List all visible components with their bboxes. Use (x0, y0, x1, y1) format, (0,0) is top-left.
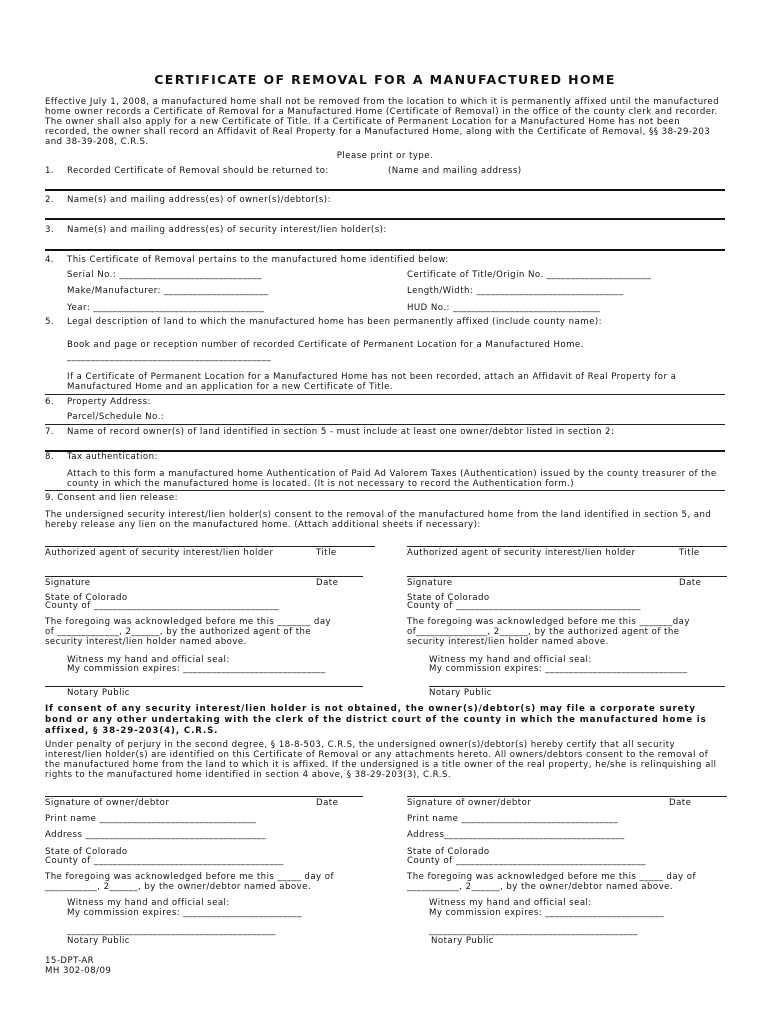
section-1-label: Recorded Certificate of Removal should be returned to: (67, 166, 329, 176)
parcel-label: Parcel/Schedule No.: (67, 412, 165, 422)
agent-label: Authorized agent of security interest/lien holder (45, 548, 274, 558)
section-3-label: Name(s) and mailing address(es) of security interest/lien holder(s): (67, 225, 387, 235)
section-rule (45, 249, 725, 251)
section-number: 2. (45, 195, 55, 205)
state-label: State of Colorado (45, 847, 128, 857)
section-4-label: This Certificate of Removal pertains to the manufactured home identified below: (67, 255, 449, 265)
section-number: 7. (45, 427, 55, 437)
section-number: 5. (45, 317, 55, 327)
intro-paragraph: Effective July 1, 2008, a manufactured home shall not be removed from the location to which it is permanently affixed until the manufactured home owner records a Certificate of Removal for a Manufactured Home (Certificate of Removal) in the office of the county clerk and recorder. The owner shall also apply for a new Certificate of Title. If a Certificate of Permanent Location for a Manufactured Home has not been recorded, the owner shall record an Affidavit of Real Property for a Manufactured Home, along with the Certificate of Removal, §§ 38-29-203 and 38-39-208, C.R.S. (45, 97, 723, 147)
notary-label: Notary Public (431, 936, 494, 946)
year-field[interactable]: Year: ____________________________________ (67, 303, 265, 313)
section-rule (45, 189, 725, 191)
title-origin-field[interactable]: Certificate of Title/Origin No. ______________________ (407, 270, 652, 280)
perjury-statement: Under penalty of perjury in the second degree, § 18-8-503, C.R.S, the undersigned owner(s)/debtor(s) hereby certify that all security interest/lien holder(s) are identified on this Certificate of Removal or any attachments hereto. All owners/debtors consent to the removal of the manufactured home from the land to which it is affixed. If the undersigned is a title owner of the real property, he/she is relinquishing all rights to the manufactured home identified in section 4 above, § 38-29-203(3), C.R.S. (45, 740, 720, 780)
section-7-label: Name of record owner(s) of land identified in section 5 - must include at least one owner/debtor listed in section 2: (67, 427, 615, 437)
witness-label: Witness my hand and official seal: (429, 655, 592, 665)
date-label: Date (669, 798, 692, 808)
section-number: 8. (45, 452, 55, 462)
date-label: Date (316, 798, 339, 808)
address-field[interactable]: Address ______________________________________ (45, 830, 266, 840)
acknowledgement-text: The foregoing was acknowledged before me this _____ day of ___________, 2______, by the owner/debtor named above. (407, 872, 696, 892)
signature-line[interactable] (407, 546, 727, 547)
book-page-field[interactable]: ___________________________________________ (67, 352, 272, 362)
section-number: 6. (45, 397, 55, 407)
notary-label: Notary Public (67, 936, 130, 946)
witness-label: Witness my hand and official seal: (429, 898, 592, 908)
signature-line[interactable] (407, 796, 727, 797)
agent-label: Authorized agent of security interest/lien holder (407, 548, 636, 558)
surety-bond-notice: If consent of any security interest/lien holder is not obtained, the owner(s)/debtor(s) may file a corporate surety bond or any other undertaking with the clerk of the district court of the county in which the manufactured home is affixed, § 38-29-203(4), C.R.S. (45, 704, 711, 736)
section-number: 4. (45, 255, 55, 265)
signature-label: Signature (45, 578, 91, 588)
form-code: 15-DPT-AR (45, 956, 95, 966)
acknowledgement-text: The foregoing was acknowledged before me this _______day of_______________, 2______, by the authorized agent of the security interest/lien holder named above. (407, 617, 690, 647)
witness-label: Witness my hand and official seal: (67, 655, 230, 665)
owner-signature-label: Signature of owner/debtor (407, 798, 532, 808)
county-field[interactable]: County of ________________________________________ (407, 856, 646, 866)
make-field[interactable]: Make/Manufacturer: ______________________ (67, 286, 269, 296)
book-page-label: Book and page or reception number of recorded Certificate of Permanent Location for a Manufactured Home. (67, 340, 584, 350)
permanent-location-note: If a Certificate of Permanent Location for a Manufactured Home has not been recorded, attach an Affidavit of Real Property for a Manufactured Home and an application for a new Certificate of Title. (67, 372, 680, 392)
signature-line[interactable] (45, 576, 363, 577)
section-rule (45, 490, 725, 491)
tax-authentication-text: Attach to this form a manufactured home Authentication of Paid Ad Valorem Taxes (Authentication) issued by the county treasurer of the county in which the manufactured home is located. (It is not necessary to record the Authentication form.) (67, 469, 720, 489)
state-label: State of Colorado (407, 593, 490, 603)
section-8-label: Tax authentication: (67, 452, 158, 462)
property-address-label: Property Address: (67, 397, 151, 407)
witness-label: Witness my hand and official seal: (67, 898, 230, 908)
title-label: Title (679, 548, 700, 558)
section-number: 3. (45, 225, 55, 235)
section-9-heading: 9. Consent and lien release: (45, 493, 178, 503)
notary-signature-line[interactable]: ____________________________________________ (67, 926, 276, 936)
commission-field[interactable]: My commission expires: _________________________ (67, 908, 302, 918)
section-rule (45, 424, 725, 425)
title-label: Title (316, 548, 337, 558)
county-field[interactable]: County of _______________________________________ (407, 601, 641, 611)
notary-signature-line[interactable] (429, 686, 725, 687)
commission-field[interactable]: My commission expires: _________________________ (429, 908, 664, 918)
form-title: CERTIFICATE OF REMOVAL FOR A MANUFACTURED HOME (154, 72, 616, 87)
signature-line[interactable] (45, 796, 363, 797)
section-5-label: Legal description of land to which the manufactured home has been permanently affixed (include county name): (67, 317, 602, 327)
notary-signature-line[interactable]: ____________________________________________ (429, 926, 638, 936)
serial-field[interactable]: Serial No.: ______________________________ (67, 270, 262, 280)
commission-field[interactable]: My commission expires: ______________________________ (429, 664, 688, 674)
state-label: State of Colorado (407, 847, 490, 857)
form-revision: MH 302-08/09 (45, 966, 112, 976)
county-field[interactable]: County of ________________________________________ (45, 856, 284, 866)
owner-signature-label: Signature of owner/debtor (45, 798, 170, 808)
date-label: Date (679, 578, 702, 588)
address-field[interactable]: Address______________________________________ (407, 830, 625, 840)
section-1-hint: (Name and mailing address) (388, 166, 522, 176)
notary-signature-line[interactable] (45, 686, 363, 687)
section-2-label: Name(s) and mailing address(es) of owner(s)/debtor(s): (67, 195, 331, 205)
signature-line[interactable] (45, 546, 375, 547)
length-width-field[interactable]: Length/Width: _______________________________ (407, 286, 624, 296)
section-number: 1. (45, 166, 55, 176)
acknowledgement-text: The foregoing was acknowledged before me this _______ day of _____________, 2______, by the authorized agent of the security interest/lien holder named above. (45, 617, 332, 647)
county-field[interactable]: County of _______________________________________ (45, 601, 279, 611)
print-name-field[interactable]: Print name _________________________________ (407, 814, 619, 824)
state-label: State of Colorado (45, 593, 128, 603)
notary-label: Notary Public (429, 688, 492, 698)
date-label: Date (316, 578, 339, 588)
consent-text: The undersigned security interest/lien holder(s) consent to the removal of the manufactured home from the land identified in section 5, and hereby release any lien on the manufactured home. (Attach additional sheets if necessary): (45, 510, 715, 530)
commission-field[interactable]: My commission expires: ______________________________ (67, 664, 326, 674)
acknowledgement-text: The foregoing was acknowledged before me this _____ day of ___________, 2______, by the owner/debtor named above. (45, 872, 334, 892)
hud-field[interactable]: HUD No.: _______________________________ (407, 303, 601, 313)
signature-line[interactable] (407, 576, 727, 577)
section-rule (45, 218, 725, 220)
print-name-field[interactable]: Print name _________________________________ (45, 814, 257, 824)
section-rule (45, 394, 725, 395)
signature-label: Signature (407, 578, 453, 588)
notary-label: Notary Public (67, 688, 130, 698)
print-instruction: Please print or type. (336, 151, 434, 161)
